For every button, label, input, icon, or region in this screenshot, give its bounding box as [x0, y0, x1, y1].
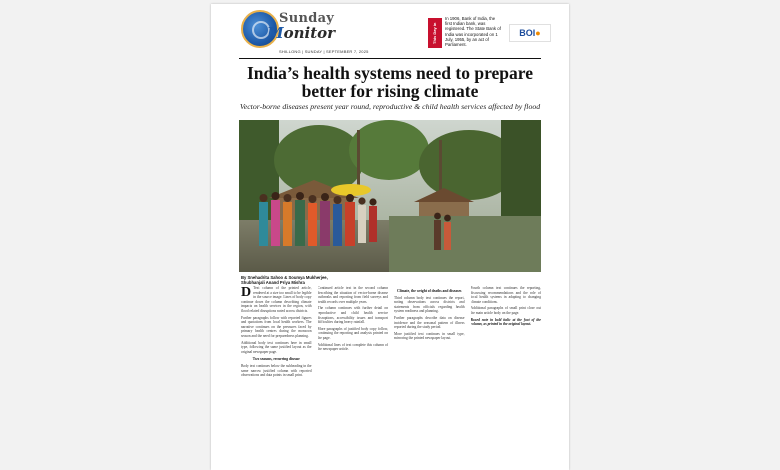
dateline: SHILLONG | SUNDAY | SEPTEMBER 7, 2025: [279, 49, 369, 54]
history-tag: This Day in HISTORY: [428, 18, 442, 48]
newspaper-page: [211, 4, 569, 470]
history-text: In 1906, Bank of India, the first Indian bank, was registered. The State Bank of India was incorporated on 1 July, 1955, by an act of Parliament.: [445, 16, 501, 48]
logo-sunday: Sunday: [279, 11, 335, 26]
boi-advert: [509, 24, 551, 42]
logo-monitor: [267, 24, 335, 42]
article-deck: Vector-borne diseases present year round, reproductive & child health services affected by flood: [239, 102, 541, 111]
masthead: [211, 4, 569, 58]
boi-brand: BOI: [519, 28, 536, 38]
article-byline: By Snehadrita Sahoo & Soumya Mukherjee, Shubhanjali Anand Priya Mishra: [241, 275, 328, 285]
logo-monitor-initial: M: [267, 24, 284, 42]
article-body: [241, 286, 541, 466]
boi-accent-icon: ●: [535, 28, 541, 38]
body-column-2: Continued article text in the second column describing the situation of vector-borne disease outbreaks and reporting from field surveys and health records over multiple years. The column continues with further detail on reproductive and child health service disruptions, accessibility issues and transport difficulties during heavy rainfall. More paragraphs of justified body copy follow, continuing the reporting and analysis printed on the page. Additional lines of text complete this column of the newspaper article.: [317, 286, 388, 352]
body-column-3: Climate, the weight of deaths and diseases Third column body text continues the report, noting observations across districts and statements from officials regarding health system readiness and planning. Further paragraphs describe data on disease incidence and the seasonal pattern of illness reported during the study period. More justified text continues in small type, mirroring the printed newspaper layout.: [394, 289, 465, 341]
flood-scene-illustration: [239, 120, 541, 272]
body-column-1: D Text column of the printed article, rendered at a size too small to be legible in the source image. Lines of body copy continue down the column describing climate impacts on health services in the region, with flood related disruptions noted across districts. Further paragraphs follow with reported figures and quotations from local health workers. The narrative continues on the pressures faced by primary health centres during the monsoon season and the need for preparedness planning. Additional body text continues here in small type, following the same justified layout as the original newspaper page. Two seasons, recurring disease Body text continues below the subheading in the same narrow justified column with reported observations and data points in small print.: [241, 286, 312, 378]
logo-monitor-rest: onitor: [283, 24, 336, 42]
article-photo: [239, 120, 541, 272]
masthead-rule: [239, 58, 541, 59]
article-headline: India’s health systems need to prepare better for rising climate: [246, 63, 533, 101]
body-column-4: Fourth column text continues the reporting, discussing recommendations and the role of local health systems in adapting to changing climate conditions. Additional paragraphs of small print close out the main article body on the page. Boxed note in bold italic at the foot of the column, as printed in the original layout.: [470, 286, 541, 327]
